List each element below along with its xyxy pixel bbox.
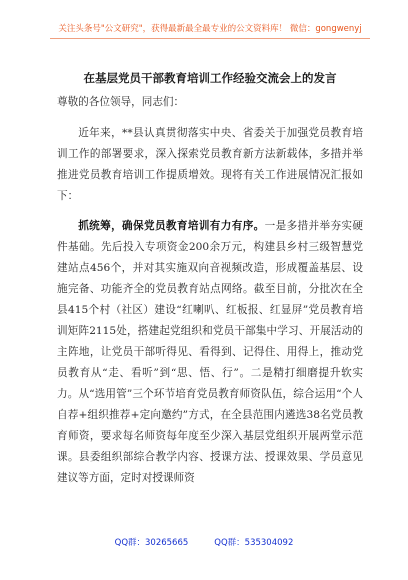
document-body: [57, 92, 363, 489]
footer-qq-group-2: QQ群：535304092: [214, 538, 294, 548]
footer-contacts: [0, 536, 408, 548]
footer-qq-group-1: QQ群：30265665: [114, 538, 189, 548]
salutation: 尊敬的各位领导，同志们：: [57, 96, 185, 108]
header-divider: [50, 38, 370, 39]
document-title: 在基层党员干部教育培训工作经验交流会上的发言: [83, 71, 337, 85]
intro-paragraph: 近年来，**县认真贯彻落实中央、省委关于加强党员教育培训工作的部署要求，深入探索党员教育新方法新载体，多措并举推进党员教育培训工作提质增效。现将有关工作进展情况汇报如下：: [57, 127, 363, 202]
section-1-body: 一是多措并举夯实硬件基础。先后投入专项资金200余万元，构建县乡村三级智慧党建站点456个，并对其实施双向音视频改造，形成覆盖基层、设施完备、功能齐全的党员教育站点网络。截至目前，分批次在全县415个村（社区）建设“红喇叭、红板报、红显屏”党员教育培训矩阵2115处，搭建起党组织和党员干部集中学习、开展活动的主阵地，让党员干部听得见、看得到、记得住、用得上，推动党员教育从“走、看听”到“思、悟、行”。二是精打细磨提升软实力。从“选用管”三个环节培育党员教育师资队伍，综合运用“个人自荐+组织推荐+定向邀约”方式，在全县范围内遴选38名党员教育师资，要求每名师资每年度至少深入基层党组织开展两堂示范课。县委组织部综合教学内容、授课方法、授课效果、学员意见建议等方面，定时对授课师资: [57, 220, 363, 484]
section-1-paragraph: [57, 216, 363, 489]
section-1-heading: 抓统筹，确保党员教育培训有力有序。: [78, 220, 265, 232]
header-notice: 关注头条号"公文研究"，获得最新最全最专业的公文资料库！ 微信：gongwenyj: [58, 24, 362, 34]
